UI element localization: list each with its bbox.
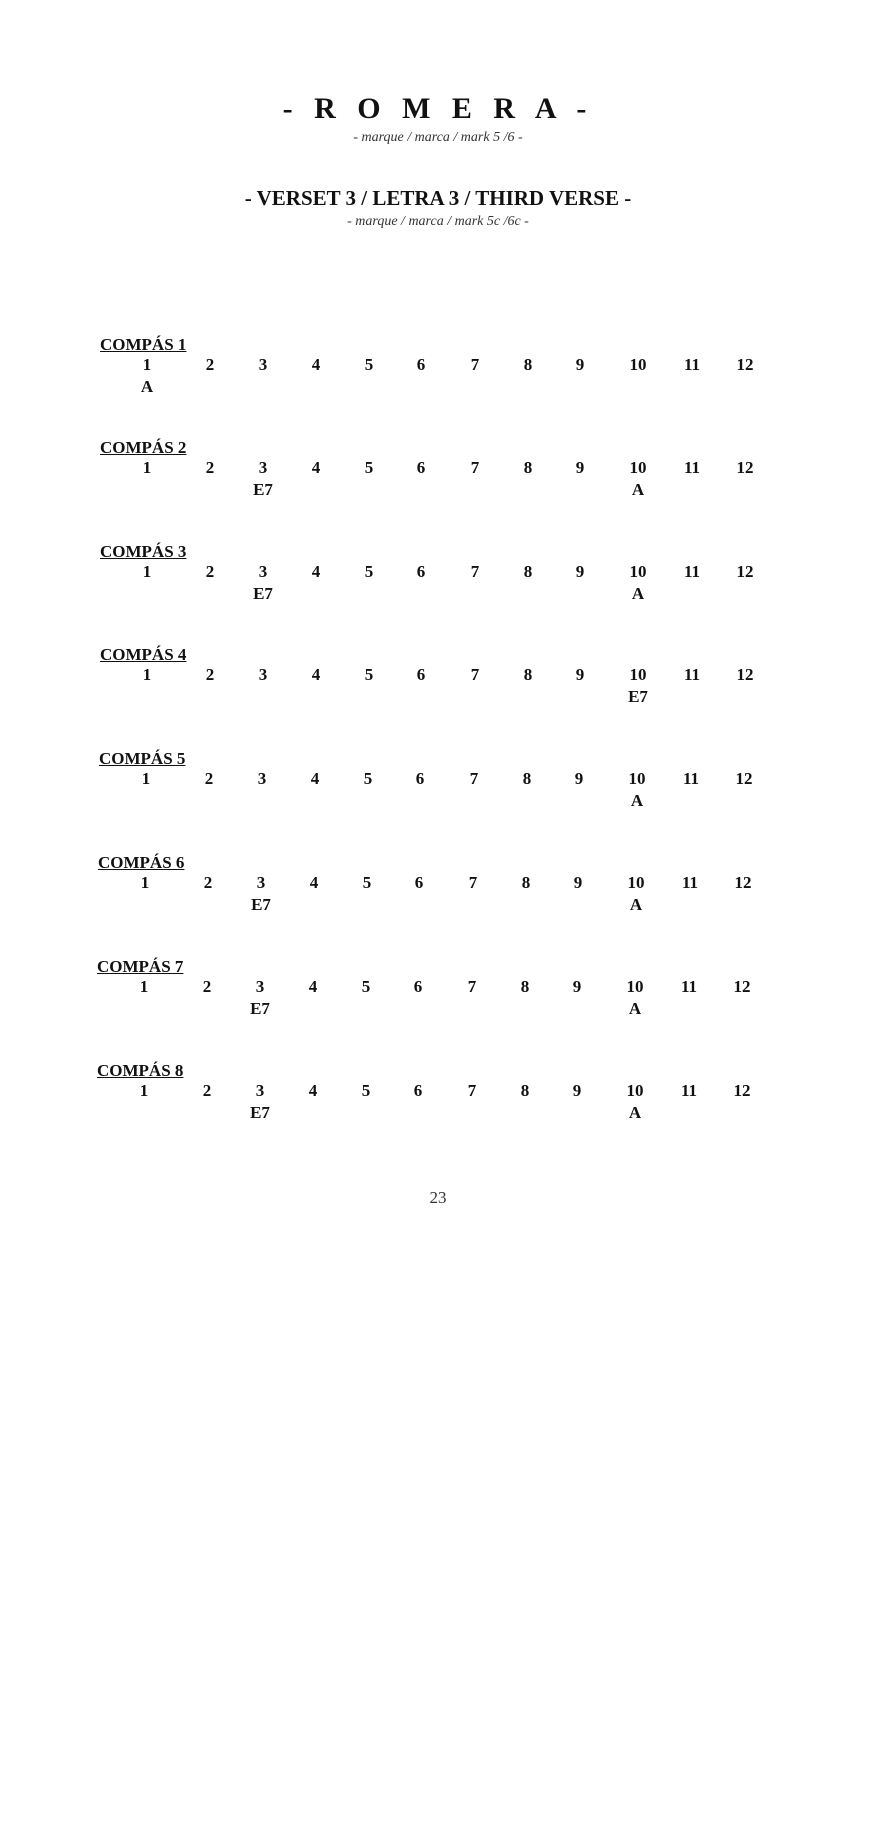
beat-number: 1 — [142, 562, 152, 581]
beat-number: 8 — [523, 458, 533, 477]
beat-number: 9 — [575, 458, 585, 477]
beat-number: 5 — [361, 1081, 371, 1100]
chord-symbol: A — [631, 584, 645, 603]
chord-symbol: E7 — [253, 584, 273, 603]
compas-block — [0, 542, 876, 642]
beat-number: 9 — [575, 665, 585, 684]
beat-number: 1 — [139, 1081, 149, 1100]
chord-symbol: E7 — [628, 687, 648, 706]
beat-number: 12 — [735, 769, 753, 788]
beat-number: 3 — [255, 1081, 265, 1100]
beat-number: 8 — [520, 1081, 530, 1100]
beat-number: 10 — [628, 769, 646, 788]
beat-number: 8 — [521, 873, 531, 892]
beat-number: 8 — [522, 769, 532, 788]
beat-number: 6 — [416, 665, 426, 684]
chord-symbol: A — [631, 480, 645, 499]
beat-number: 1 — [142, 665, 152, 684]
compas-block — [0, 438, 876, 538]
beat-number: 9 — [574, 769, 584, 788]
beat-number: 11 — [681, 873, 699, 892]
beat-number: 12 — [736, 355, 754, 374]
verse-mark: - marque / marca / mark 5c /6c - — [347, 214, 529, 229]
beat-number: 1 — [140, 873, 150, 892]
beat-number: 11 — [683, 562, 701, 581]
beat-number: 4 — [308, 1081, 318, 1100]
beat-number: 5 — [364, 355, 374, 374]
beat-number: 2 — [205, 665, 215, 684]
beat-number: 2 — [204, 769, 214, 788]
compas-block — [0, 853, 874, 953]
compas-block — [0, 749, 875, 849]
beat-number: 2 — [203, 873, 213, 892]
beat-number: 1 — [142, 355, 152, 374]
beat-number: 1 — [142, 458, 152, 477]
beat-number: 7 — [467, 1081, 477, 1100]
beat-number: 9 — [575, 562, 585, 581]
beat-number: 11 — [680, 1081, 698, 1100]
beat-number: 5 — [364, 458, 374, 477]
beat-number: 4 — [311, 355, 321, 374]
chord-symbol: A — [628, 1103, 642, 1122]
beat-number: 3 — [257, 769, 267, 788]
compas-label: COMPÁS 8 — [97, 1061, 184, 1080]
beat-number: 8 — [520, 977, 530, 996]
compas-block — [0, 957, 873, 1057]
beat-number: 12 — [736, 665, 754, 684]
chord-symbol: A — [629, 895, 643, 914]
beat-number: 4 — [311, 665, 321, 684]
beat-number: 9 — [572, 977, 582, 996]
beat-number: 10 — [627, 873, 645, 892]
beat-number: 11 — [683, 458, 701, 477]
beat-number: 12 — [734, 873, 752, 892]
beat-number: 6 — [413, 1081, 423, 1100]
beat-number: 5 — [364, 562, 374, 581]
chord-symbol: A — [140, 377, 154, 396]
chord-symbol: E7 — [250, 1103, 270, 1122]
beat-number: 7 — [469, 769, 479, 788]
beat-number: 9 — [575, 355, 585, 374]
compas-block — [0, 645, 876, 745]
beat-number: 4 — [310, 769, 320, 788]
beat-number: 10 — [629, 665, 647, 684]
beat-number: 10 — [629, 458, 647, 477]
beat-number: 4 — [309, 873, 319, 892]
beat-number: 7 — [468, 873, 478, 892]
beat-number: 7 — [467, 977, 477, 996]
beat-number: 1 — [139, 977, 149, 996]
compas-label: COMPÁS 6 — [98, 853, 185, 872]
beat-number: 3 — [256, 873, 266, 892]
beat-number: 7 — [470, 665, 480, 684]
beat-number: 4 — [308, 977, 318, 996]
compas-label: COMPÁS 4 — [100, 645, 187, 664]
compas-label: COMPÁS 3 — [100, 542, 187, 561]
chord-symbol: A — [630, 791, 644, 810]
beat-number: 2 — [202, 977, 212, 996]
beat-number: 5 — [361, 977, 371, 996]
beat-number: 3 — [258, 562, 268, 581]
beat-number: 3 — [258, 665, 268, 684]
beat-number: 12 — [733, 977, 751, 996]
beat-number: 2 — [205, 562, 215, 581]
beat-number: 9 — [573, 873, 583, 892]
beat-number: 10 — [626, 977, 644, 996]
beat-number: 3 — [258, 458, 268, 477]
beat-number: 8 — [523, 665, 533, 684]
beat-number: 6 — [415, 769, 425, 788]
beat-number: 7 — [470, 458, 480, 477]
compas-label: COMPÁS 5 — [99, 749, 186, 768]
beat-number: 11 — [683, 665, 701, 684]
page-title: - R O M E R A - — [282, 92, 594, 125]
beat-number: 5 — [364, 665, 374, 684]
title-mark: - marque / marca / mark 5 /6 - — [353, 130, 523, 145]
chord-symbol: A — [628, 999, 642, 1018]
beat-number: 2 — [202, 1081, 212, 1100]
beat-number: 6 — [416, 355, 426, 374]
beat-number: 8 — [523, 562, 533, 581]
beat-number: 7 — [470, 355, 480, 374]
beat-number: 4 — [311, 458, 321, 477]
compas-label: COMPÁS 2 — [100, 438, 187, 457]
beat-number: 2 — [205, 458, 215, 477]
beat-number: 6 — [414, 873, 424, 892]
beat-number: 2 — [205, 355, 215, 374]
beat-number: 12 — [736, 562, 754, 581]
beat-number: 11 — [683, 355, 701, 374]
beat-number: 1 — [141, 769, 151, 788]
beat-number: 6 — [416, 562, 426, 581]
beat-number: 10 — [626, 1081, 644, 1100]
beat-number: 3 — [255, 977, 265, 996]
chord-symbol: E7 — [250, 999, 270, 1018]
beat-number: 10 — [629, 355, 647, 374]
page-number: 23 — [429, 1188, 447, 1207]
beat-number: 12 — [736, 458, 754, 477]
beat-number: 10 — [629, 562, 647, 581]
beat-number: 11 — [682, 769, 700, 788]
beat-number: 9 — [572, 1081, 582, 1100]
beat-number: 7 — [470, 562, 480, 581]
beat-number: 12 — [733, 1081, 751, 1100]
beat-number: 3 — [258, 355, 268, 374]
chord-symbol: E7 — [251, 895, 271, 914]
beat-number: 6 — [416, 458, 426, 477]
chord-symbol: E7 — [253, 480, 273, 499]
compas-block — [0, 1061, 873, 1161]
compas-label: COMPÁS 1 — [100, 335, 187, 354]
beat-number: 4 — [311, 562, 321, 581]
verse-heading: - VERSET 3 / LETRA 3 / THIRD VERSE - — [244, 186, 632, 210]
beat-number: 11 — [680, 977, 698, 996]
compas-block — [0, 335, 876, 435]
beat-number: 5 — [362, 873, 372, 892]
beat-number: 6 — [413, 977, 423, 996]
beat-number: 5 — [363, 769, 373, 788]
compas-label: COMPÁS 7 — [97, 957, 184, 976]
beat-number: 8 — [523, 355, 533, 374]
